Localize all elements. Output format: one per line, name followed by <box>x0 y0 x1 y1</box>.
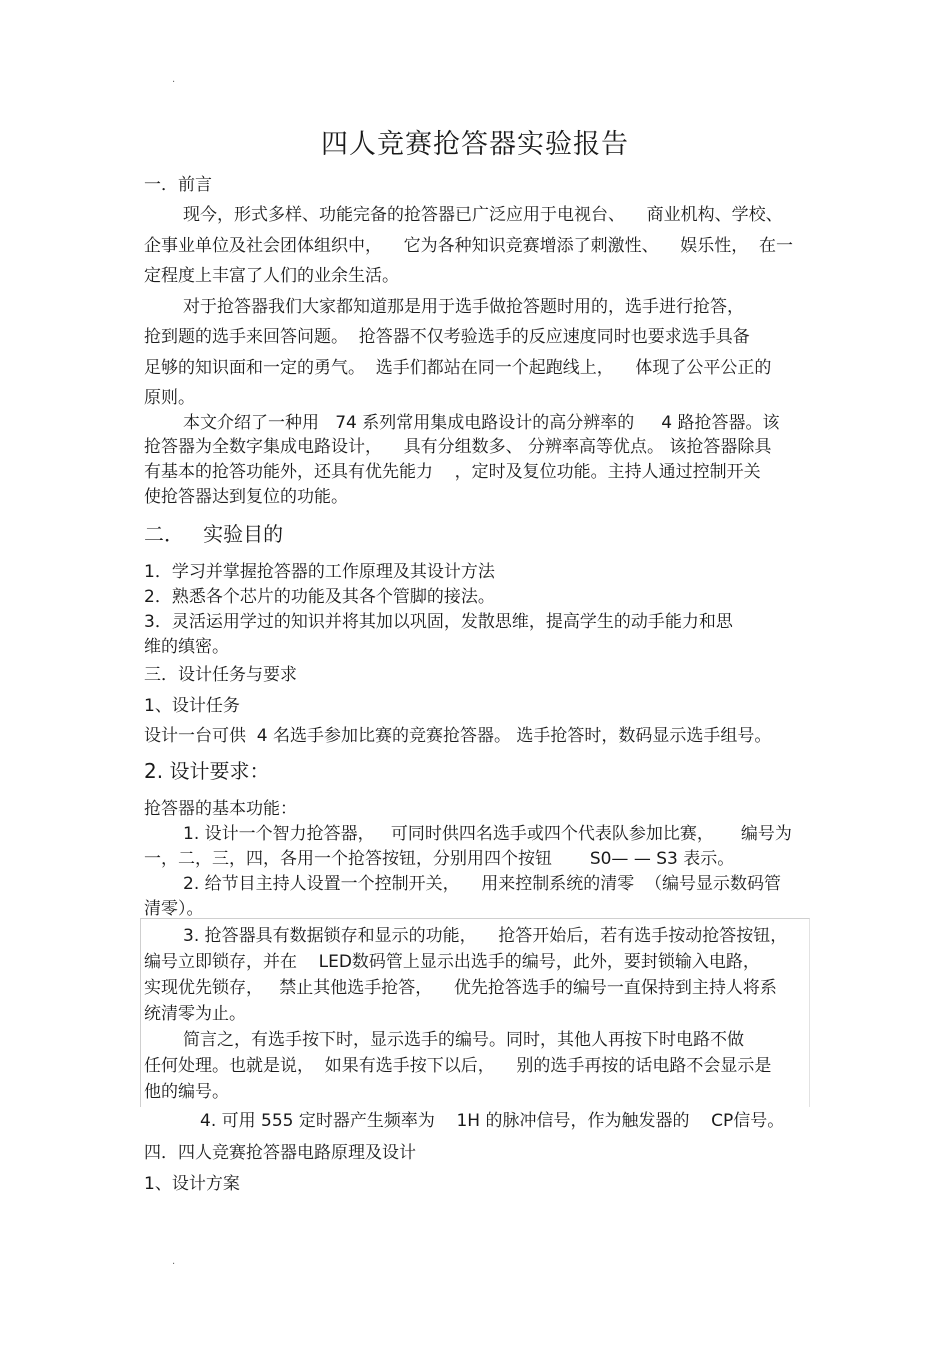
paragraph-line: 4. 可用 555 定时器产生频率为 1H 的脉冲信号，作为触发器的 CP信号。 <box>200 1111 785 1131</box>
list-item: 3．灵活运用学过的知识并将其加以巩固，发散思维，提高学生的动手能力和思 <box>144 612 733 632</box>
paragraph-line: 现今，形式多样、功能完备的抢答器已广泛应用于电视台、 商业机构、学校、 <box>183 205 783 225</box>
paragraph-line: 足够的知识面和一定的勇气。 选手们都站在同一个起跑线上， 体现了公平公正的 <box>144 358 772 378</box>
page-title: 四人竞赛抢答器实验报告 <box>321 129 629 160</box>
list-item: 2．熟悉各个芯片的功能及其各个管脚的接法。 <box>144 587 495 607</box>
paragraph-line: 本文介绍了一种用 74 系列常用集成电路设计的高分辨率的 4 路抢答器。该 <box>183 413 780 433</box>
paragraph-line: 设计一台可供 4 名选手参加比赛的竞赛抢答器。 选手抢答时，数码显示选手组号。 <box>144 726 772 746</box>
paragraph-line: 使抢答器达到复位的功能。 <box>144 487 348 507</box>
subheading: 2. 设计要求： <box>144 759 270 783</box>
paragraph-line: 抢答器为全数字集成电路设计， 具有分组数多、 分辨率高等优点。 该抢答器除具 <box>144 437 772 457</box>
paragraph-line: 2. 给节目主持人设置一个控制开关， 用来控制系统的清零 （编号显示数码管 <box>183 874 782 894</box>
paragraph-line: 任何处理。也就是说， 如果有选手按下以后， 别的选手再按的话电路不会显示是 <box>144 1056 772 1076</box>
paragraph-line: 实现优先锁存， 禁止其他选手抢答， 优先抢答选手的编号一直保持到主持人将系 <box>144 978 777 998</box>
section3-heading: 三．设计任务与要求 <box>144 665 297 685</box>
list-item: 维的缜密。 <box>144 637 229 657</box>
paragraph-line: 他的编号。 <box>144 1082 229 1102</box>
paragraph-line: 统清零为止。 <box>144 1004 246 1024</box>
paragraph-line: 企事业单位及社会团体组织中， 它为各种知识竞赛增添了刺激性、 娱乐性， 在一 <box>144 236 794 256</box>
paragraph-line: 编号立即锁存，并在 LED数码管上显示出选手的编号，此外，要封锁输入电路， <box>144 952 760 972</box>
section1-heading: 一．前言 <box>144 175 212 195</box>
paragraph-line: 简言之，有选手按下时，显示选手的编号。同时，其他人再按下时电路不做 <box>183 1030 744 1050</box>
subheading: 1、设计任务 <box>144 696 240 716</box>
paragraph-line: 有基本的抢答功能外，还具有优先能力 ，定时及复位功能。主持人通过控制开关 <box>144 462 761 482</box>
list-item: 1．学习并掌握抢答器的工作原理及其设计方法 <box>144 562 495 582</box>
page-marker-top: . <box>172 74 176 85</box>
section4-heading: 四．四人竞赛抢答器电路原理及设计 <box>144 1143 416 1163</box>
paragraph-line: 一，二，三，四，各用一个抢答按钮，分别用四个按钮 S0— — S3 表示。 <box>144 849 735 869</box>
section2-heading: 二． 实验目的 <box>144 522 284 546</box>
paragraph-line: 抢到题的选手来回答问题。 抢答器不仅考验选手的反应速度同时也要求选手具备 <box>144 327 750 347</box>
paragraph-line: 定程度上丰富了人们的业余生活。 <box>144 266 399 286</box>
paragraph-line: 1. 设计一个智力抢答器， 可同时供四名选手或四个代表队参加比赛， 编号为 <box>183 824 792 844</box>
paragraph-line: 清零）。 <box>144 899 204 919</box>
paragraph-line: 对于抢答器我们大家都知道那是用于选手做抢答题时用的，选手进行抢答， <box>183 297 744 317</box>
page-marker-bottom: . <box>172 1256 176 1267</box>
subheading: 1、设计方案 <box>144 1174 240 1194</box>
paragraph-line: 原则。 <box>144 388 195 408</box>
paragraph-line: 抢答器的基本功能： <box>144 799 297 819</box>
paragraph-line: 3. 抢答器具有数据锁存和显示的功能， 抢答开始后，若有选手按动抢答按钮， <box>183 926 788 946</box>
